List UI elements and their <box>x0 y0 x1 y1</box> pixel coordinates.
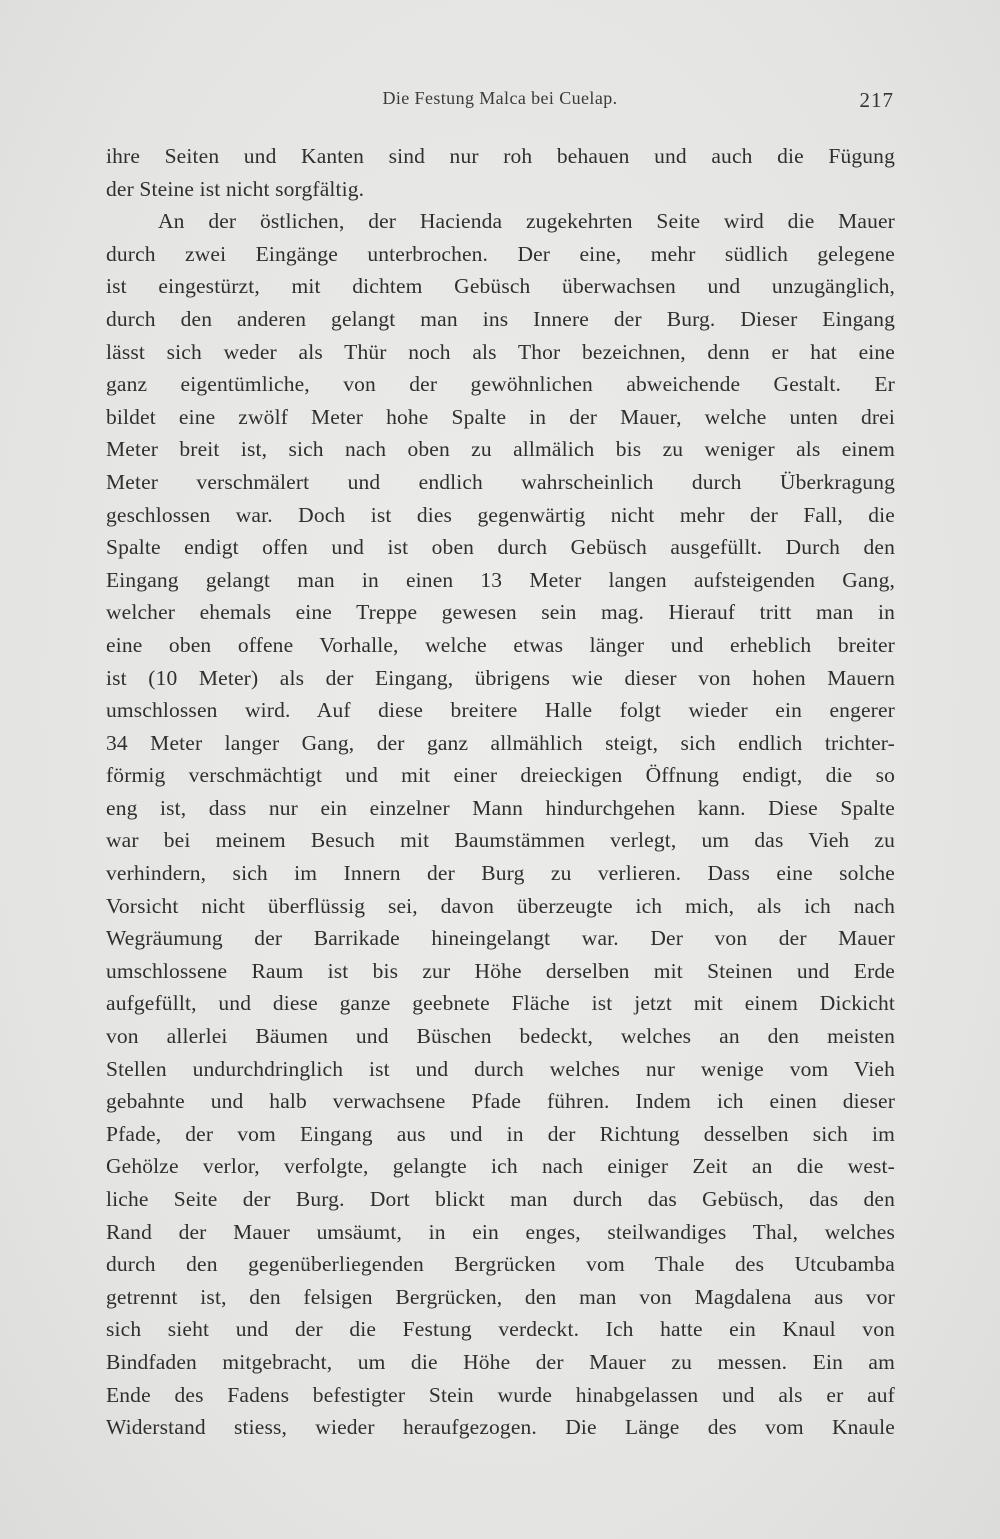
text-line: Wegräumung der Barrikade hineingelangt war. Der von der Mauer <box>106 926 895 951</box>
text-line: Widerstand stiess, wieder heraufgezogen. Die Länge des vom Knaule <box>106 1415 895 1440</box>
text-line: getrennt ist, den felsigen Bergrücken, den man von Magdalena aus vor <box>106 1284 895 1309</box>
body-text <box>106 140 895 1444</box>
text-line: lässt sich weder als Thür noch als Thor bezeichnen, denn er hat eine <box>106 339 895 364</box>
text-line: gebahnte und halb verwachsene Pfade führen. Indem ich einen dieser <box>106 1089 895 1114</box>
text-line: Meter breit ist, sich nach oben zu allmälich bis zu weniger als einem <box>106 437 895 462</box>
text-line: Spalte endigt offen und ist oben durch Gebüsch ausgefüllt. Durch den <box>106 535 895 560</box>
text-line: förmig verschmächtigt und mit einer dreieckigen Öffnung endigt, die so <box>106 763 895 788</box>
text-line: Bindfaden mitgebracht, um die Höhe der Mauer zu messen. Ein am <box>106 1349 895 1374</box>
text-line: durch den anderen gelangt man ins Innere der Burg. Dieser Eingang <box>106 306 895 331</box>
text-line: durch den gegenüberliegenden Bergrücken vom Thale des Utcubamba <box>106 1252 895 1277</box>
running-title: Die Festung Malca bei Cuelap. <box>382 88 618 108</box>
text-line: Eingang gelangt man in einen 13 Meter langen aufsteigenden Gang, <box>106 567 895 592</box>
text-line: Gehölze verlor, verfolgte, gelangte ich nach einiger Zeit an die west- <box>106 1154 895 1179</box>
page-number: 217 <box>859 88 894 112</box>
text-line: durch zwei Eingänge unterbrochen. Der eine, mehr südlich gelegene <box>106 241 895 266</box>
text-line: 34 Meter langer Gang, der ganz allmählich steigt, sich endlich trichter- <box>106 730 895 755</box>
text-line: umschlossene Raum ist bis zur Höhe derselben mit Steinen und Erde <box>106 958 895 983</box>
text-line: ist (10 Meter) als der Eingang, übrigens wie dieser von hohen Mauern <box>106 665 895 690</box>
text-line: Pfade, der vom Eingang aus und in der Richtung desselben sich im <box>106 1121 895 1146</box>
text-line: ist eingestürzt, mit dichtem Gebüsch überwachsen und unzugänglich, <box>106 274 895 299</box>
text-line: Ende des Fadens befestigter Stein wurde hinabgelassen und als er auf <box>106 1382 895 1407</box>
text-line: verhindern, sich im Innern der Burg zu verlieren. Dass eine solche <box>106 861 895 886</box>
text-line: liche Seite der Burg. Dort blickt man durch das Gebüsch, das den <box>106 1187 895 1211</box>
text-line: An der östlichen, der Hacienda zugekehrten Seite wird die Mauer <box>158 209 895 234</box>
text-line: welcher ehemals eine Treppe gewesen sein mag. Hierauf tritt man in <box>106 600 895 625</box>
running-head <box>0 88 1000 118</box>
text-line: war bei meinem Besuch mit Baumstämmen verlegt, um das Vieh zu <box>106 828 895 853</box>
text-line: eine oben offene Vorhalle, welche etwas länger und erheblich breiter <box>106 632 895 657</box>
text-line: umschlossen wird. Auf diese breitere Halle folgt wieder ein engerer <box>106 698 895 723</box>
text-line: von allerlei Bäumen und Büschen bedeckt, welches an den meisten <box>106 1024 895 1049</box>
text-line: eng ist, dass nur ein einzelner Mann hindurchgehen kann. Diese Spalte <box>106 795 895 820</box>
text-line: Vorsicht nicht überflüssig sei, davon überzeugte ich mich, als ich nach <box>106 893 895 918</box>
text-line: bildet eine zwölf Meter hohe Spalte in der Mauer, welche unten drei <box>106 404 895 429</box>
text-line: Meter verschmälert und endlich wahrscheinlich durch Überkragung <box>106 469 895 494</box>
text-line: Rand der Mauer umsäumt, in ein enges, steilwandiges Thal, welches <box>106 1219 895 1244</box>
text-line: sich sieht und der die Festung verdeckt. Ich hatte ein Knaul von <box>106 1317 895 1342</box>
text-line: aufgefüllt, und diese ganze geebnete Fläche ist jetzt mit einem Dickicht <box>106 991 895 1016</box>
text-line: ganz eigentümliche, von der gewöhnlichen abweichende Gestalt. Er <box>106 372 895 397</box>
text-line: ihre Seiten und Kanten sind nur roh behauen und auch die Fügung <box>106 144 895 168</box>
text-line: Stellen undurchdringlich ist und durch welches nur wenige vom Vieh <box>106 1056 895 1081</box>
text-line: geschlossen war. Doch ist dies gegenwärtig nicht mehr der Fall, die <box>106 502 895 527</box>
text-line: der Steine ist nicht sorgfältig. <box>106 176 365 201</box>
